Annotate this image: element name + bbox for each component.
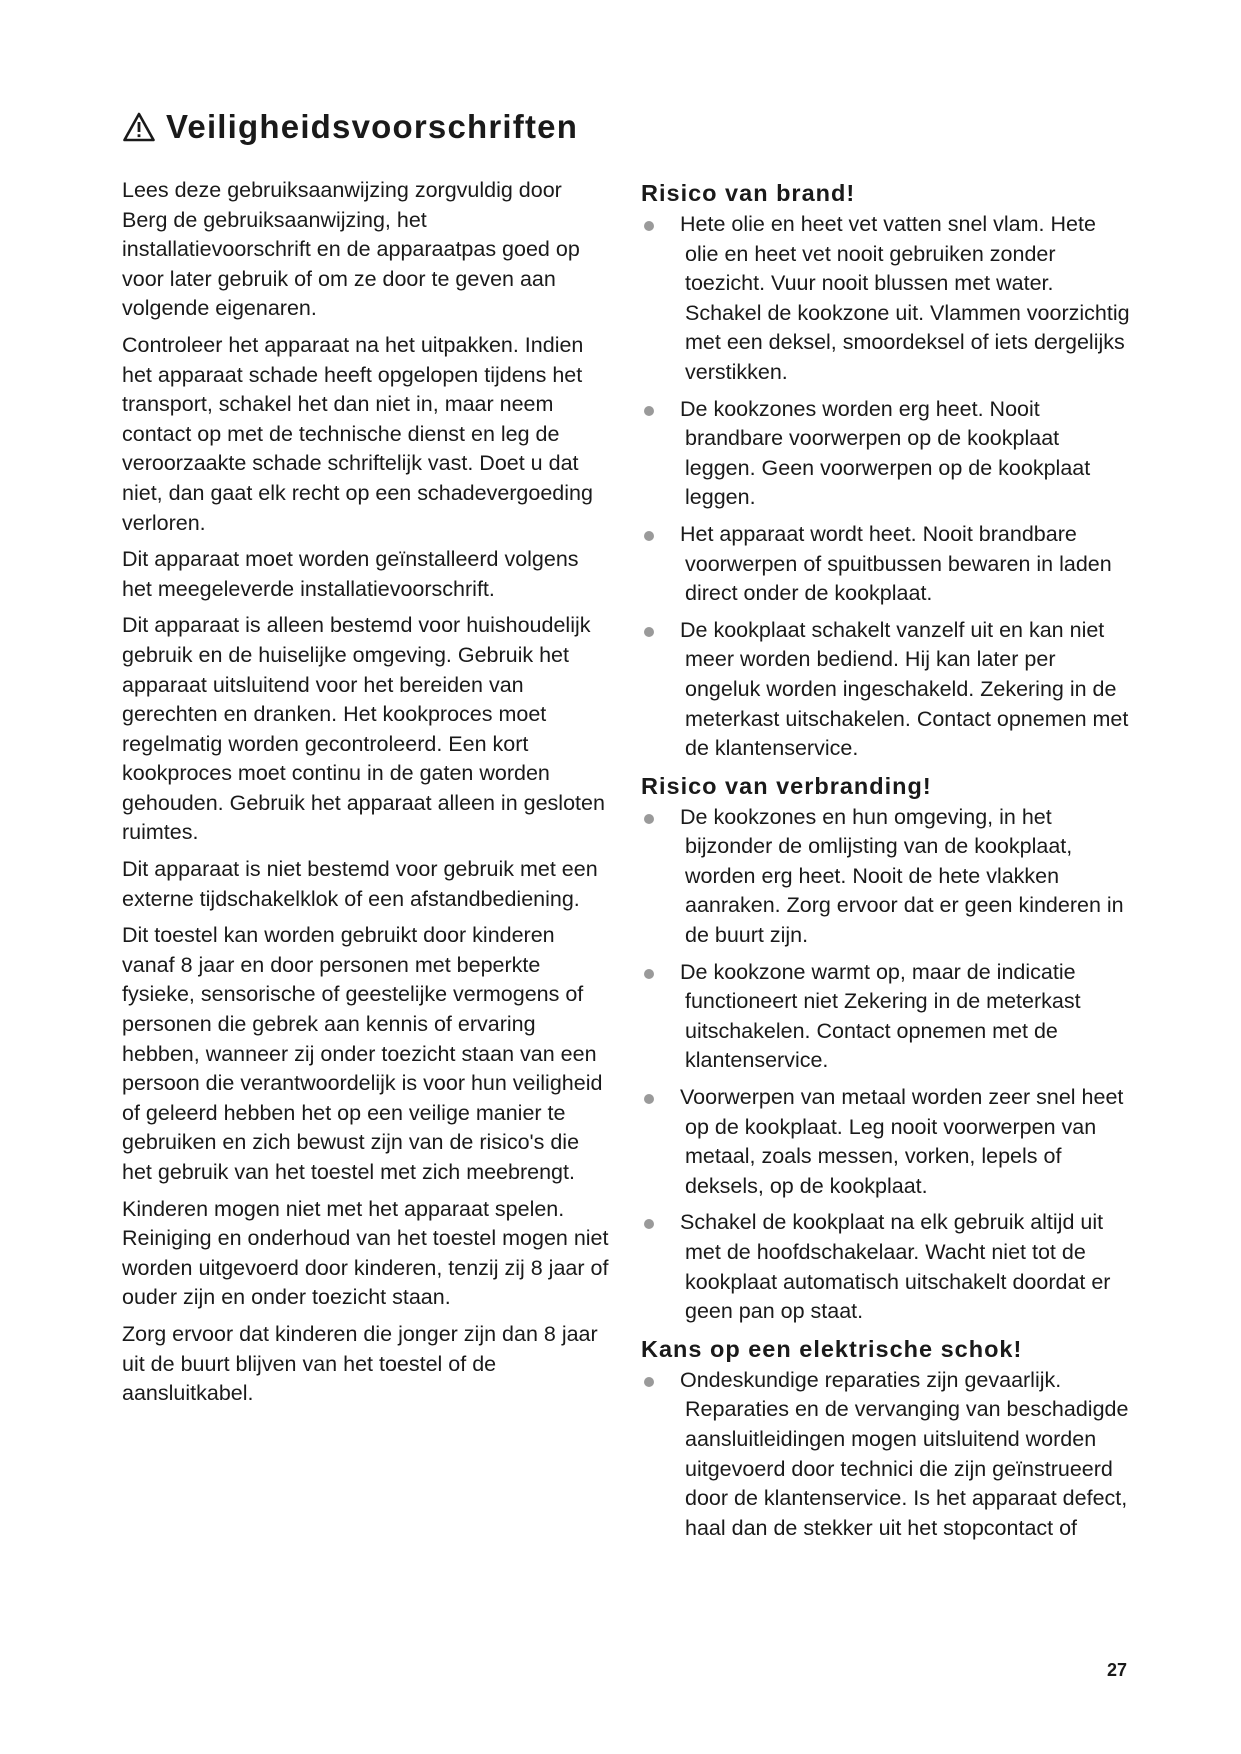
list-item: Schakel de kookplaat na elk gebruik altijd uit met de hoofdschakelaar. Wacht niet tot de kookplaat automatisch uitschakelt doordat er geen pan op staat. xyxy=(641,1208,1131,1326)
paragraph: Zorg ervoor dat kinderen die jonger zijn dan 8 jaar uit de buurt blijven van het toestel of de aansluitkabel. xyxy=(122,1321,598,1406)
bullet-dot-icon xyxy=(644,406,654,416)
left-column xyxy=(122,176,612,1416)
list-item: De kookzone warmt op, maar de indicatie functioneert niet Zekering in de meterkast uitschakelen. Contact opnemen met de klantenservice. xyxy=(641,958,1131,1076)
paragraph: Dit apparaat moet worden geïnstalleerd volgens het meegeleverde installatievoorschrift. xyxy=(122,547,579,601)
bullet-dot-icon xyxy=(644,1219,654,1229)
paragraph: Lees deze gebruiksaanwijzing zorgvuldig door Berg de gebruiksaanwijzing, het installatievoorschrift en de apparaatpas goed op voor later gebruik of om ze door te geven aan volgende eigenaren. xyxy=(122,178,580,321)
section-heading: Risico van verbranding! xyxy=(641,772,932,799)
list-item: Voorwerpen van metaal worden zeer snel heet op de kookplaat. Leg nooit voorwerpen van metaal, zoals messen, vorken, lepels of deksels, op de kookplaat. xyxy=(641,1083,1131,1201)
bullet-dot-icon xyxy=(644,627,654,637)
paragraph: Kinderen mogen niet met het apparaat spelen. Reiniging en onderhoud van het toestel mogen niet worden uitgevoerd door kinderen, tenzij zij 8 jaar of ouder zijn en onder toezicht staan. xyxy=(122,1196,609,1310)
paragraph: Dit apparaat is niet bestemd voor gebruik met een externe tijdschakelklok of een afstandbediening. xyxy=(122,857,598,911)
section-fire-risk xyxy=(641,178,1131,764)
bullet-list xyxy=(641,1366,1131,1544)
page-title-text: Veiligheidsvoorschriften xyxy=(166,108,579,145)
page-title xyxy=(122,108,578,146)
paragraph: Dit apparaat is alleen bestemd voor huishoudelijk gebruik en de huiselijke omgeving. Gebruik het apparaat uitsluitend voor het bereiden van gerechten en dranken. Het kookproces moet regelmatig worden gecontroleerd. Een kort kookproces moet continu in de gaten worden gehouden. Gebruik het apparaat alleen in gesloten ruimtes. xyxy=(122,613,605,845)
paragraph: Dit toestel kan worden gebruikt door kinderen vanaf 8 jaar en door personen met beperkte fysieke, sensorische of geestelijke vermogens of personen die gebrek aan kennis of ervaring hebben, wanneer zij onder toezicht staan van een persoon die verantwoordelijk is voor hun veiligheid of geleerd hebben het op een veilige manier te gebruiken en zich bewust zijn van de risico's die het gebruik van het toestel met zich meebrengt. xyxy=(122,923,603,1184)
bullet-dot-icon xyxy=(644,814,654,824)
list-item: Hete olie en heet vet vatten snel vlam. Hete olie en heet vet nooit gebruiken zonder toezicht. Vuur nooit blussen met water. Schakel de kookzone uit. Vlammen voorzichtig met een deksel, smoordeksel of iets dergelijks verstikken. xyxy=(641,210,1131,388)
list-item: Het apparaat wordt heet. Nooit brandbare voorwerpen of spuitbussen bewaren in laden direct onder de kookplaat. xyxy=(641,520,1131,609)
bullet-list xyxy=(641,210,1131,764)
section-heading: Kans op een elektrische schok! xyxy=(641,1335,1023,1362)
page-number: 27 xyxy=(1106,1660,1127,1680)
bullet-list xyxy=(641,803,1131,1327)
warning-triangle-icon xyxy=(122,111,156,143)
paragraph: Controleer het apparaat na het uitpakken. Indien het apparaat schade heeft opgelopen tijdens het transport, schakel het dan niet in, maar neem contact op met de technische dienst en leg de veroorzaakte schade schriftelijk vast. Doet u dat niet, dan gaat elk recht op een schadevergoeding verloren. xyxy=(122,332,593,535)
list-item: De kookplaat schakelt vanzelf uit en kan niet meer worden bediend. Hij kan later per ongeluk worden ingeschakeld. Zekering in de meterkast uitschakelen. Contact opnemen met de klantenservice. xyxy=(641,616,1131,764)
bullet-dot-icon xyxy=(644,1094,654,1104)
bullet-dot-icon xyxy=(644,969,654,979)
section-heading: Risico van brand! xyxy=(641,180,856,206)
bullet-dot-icon xyxy=(644,531,654,541)
right-column xyxy=(641,178,1131,1550)
list-item: De kookzones worden erg heet. Nooit brandbare voorwerpen op de kookplaat leggen. Geen voorwerpen op de kookplaat leggen. xyxy=(641,395,1131,513)
bullet-dot-icon xyxy=(644,221,654,231)
list-item: Ondeskundige reparaties zijn gevaarlijk. Reparaties en de vervanging van beschadigde aansluitleidingen mogen uitsluitend worden uitgevoerd door technici die zijn geïnstrueerd door de klantenservice. Is het apparaat defect, haal dan de stekker uit het stopcontact of xyxy=(641,1366,1131,1544)
bullet-dot-icon xyxy=(644,1377,654,1387)
section-burn-risk xyxy=(641,771,1131,1327)
section-electric-shock xyxy=(641,1334,1131,1544)
list-item: De kookzones en hun omgeving, in het bijzonder de omlijsting van de kookplaat, worden erg heet. Nooit de hete vlakken aanraken. Zorg ervoor dat er geen kinderen in de buurt zijn. xyxy=(641,803,1131,951)
